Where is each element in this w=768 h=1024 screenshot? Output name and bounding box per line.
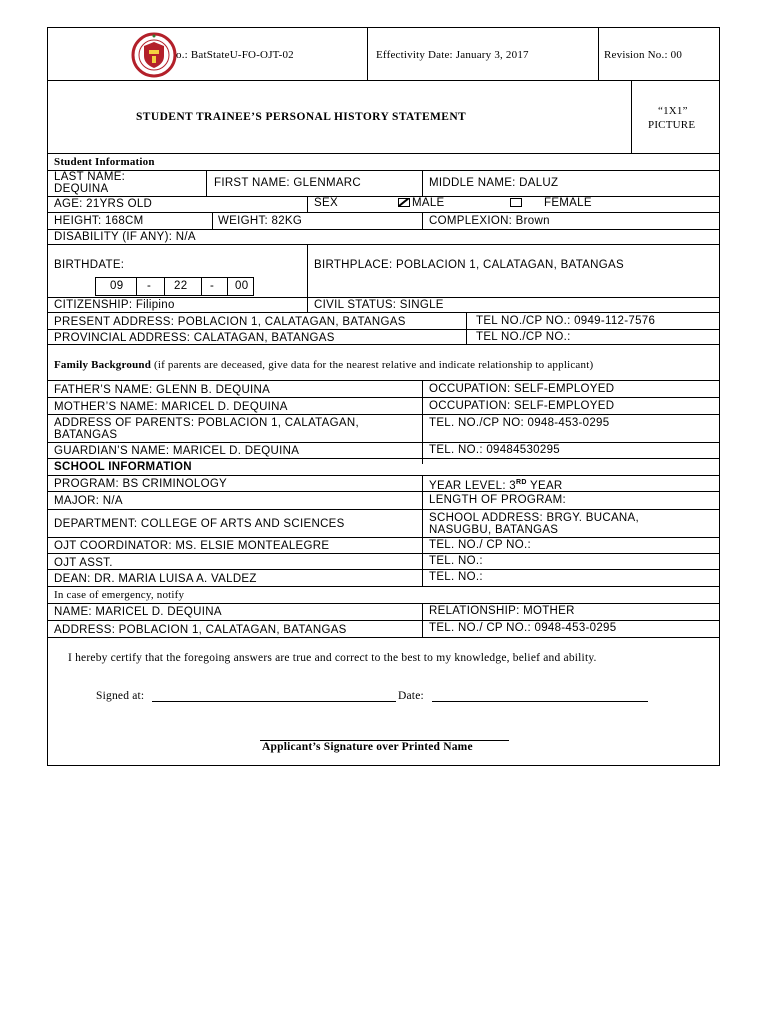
age: AGE: 21YRS OLD: [54, 198, 153, 210]
picture-divider: [631, 80, 632, 153]
family-heading-title: Family Background: [54, 359, 152, 371]
father-occupation: OCCUPATION: SELF-EMPLOYED: [429, 383, 615, 395]
row-line: [48, 312, 719, 313]
ojt-coordinator: OJT COORDINATOR: MS. ELSIE MONTEALEGRE: [54, 540, 330, 552]
school-address-2: NASUGBU, BATANGAS: [429, 524, 559, 536]
university-logo: [131, 32, 177, 78]
last-name-value: DEQUINA: [54, 183, 109, 195]
row-line: [48, 229, 719, 230]
row-line: [48, 397, 719, 398]
row-line: [48, 344, 719, 345]
provincial-address: PROVINCIAL ADDRESS: CALATAGAN, BATANGAS: [54, 332, 335, 344]
col-divider: [307, 196, 308, 212]
certification-statement: I hereby certify that the foregoing answers are true and correct to the best to my knowledge, belief and ability.: [68, 652, 597, 664]
row-line: [48, 442, 719, 443]
row-line: [48, 603, 719, 604]
signed-at-label: Signed at:: [96, 690, 145, 702]
family-heading: [54, 359, 593, 371]
birthplace: BIRTHPLACE: POBLACION 1, CALATAGAN, BATANGAS: [314, 259, 624, 271]
col-divider: [422, 170, 423, 196]
male-checkbox[interactable]: [398, 198, 410, 207]
date-field[interactable]: [432, 701, 648, 702]
birth-dash: -: [147, 280, 152, 292]
tel-present: TEL NO./CP NO.: 0949-112-7576: [476, 315, 656, 327]
disability: DISABILITY (IF ANY): N/A: [54, 231, 196, 243]
picture-label-2: PICTURE: [648, 119, 696, 131]
revision-number: Revision No.: 00: [604, 49, 683, 61]
program: PROGRAM: BS CRIMINOLOGY: [54, 478, 228, 490]
male-label: MALE: [412, 197, 445, 209]
row-line: [48, 212, 719, 213]
personal-history-form: [47, 27, 720, 766]
col-divider: [307, 297, 308, 312]
parents-address-2: BATANGAS: [54, 429, 118, 441]
header-col-divider: [367, 28, 368, 80]
row-line: [48, 509, 719, 510]
row-line: [48, 244, 719, 245]
tel-provincial: TEL NO./CP NO.:: [476, 331, 571, 343]
row-line: [48, 569, 719, 570]
row-line: [48, 553, 719, 554]
birth-year: 00: [235, 280, 249, 292]
birth-day: 22: [174, 280, 188, 292]
row-line: [48, 170, 719, 171]
female-label: FEMALE: [544, 197, 592, 209]
row-line: [48, 620, 719, 621]
emergency-relationship: RELATIONSHIP: MOTHER: [429, 605, 575, 617]
father-name: FATHER’S NAME: GLENN B. DEQUINA: [54, 384, 271, 396]
header-col-divider: [598, 28, 599, 80]
form-number: o.: BatStateU-FO-OJT-02: [176, 49, 294, 61]
year-level: YEAR LEVEL: 3RD YEAR: [429, 479, 563, 492]
row-line: [48, 196, 719, 197]
ojt-coordinator-tel: TEL. NO./ CP NO.:: [429, 539, 532, 551]
dean-tel: TEL. NO.:: [429, 571, 483, 583]
complexion: COMPLEXION: Brown: [429, 215, 550, 227]
emergency-name: NAME: MARICEL D. DEQUINA: [54, 606, 222, 618]
page-title: STUDENT TRAINEE’S PERSONAL HISTORY STATEMENT: [136, 111, 467, 123]
major: MAJOR: N/A: [54, 495, 123, 507]
weight: WEIGHT: 82KG: [218, 215, 303, 227]
birth-dash: -: [210, 280, 215, 292]
signature-label: Applicant’s Signature over Printed Name: [262, 741, 473, 753]
col-divider: [212, 212, 213, 229]
ojt-assistant-tel: TEL. NO.:: [429, 555, 483, 567]
height: HEIGHT: 168CM: [54, 215, 144, 227]
picture-label-1: “1X1”: [658, 105, 688, 117]
row-line: [48, 153, 719, 154]
birthdate-label: BIRTHDATE:: [54, 259, 125, 271]
row-line: [48, 297, 719, 298]
col-divider: [466, 312, 467, 344]
effectivity-date: Effectivity Date: January 3, 2017: [376, 49, 529, 61]
row-line: [48, 380, 719, 381]
citizenship: CITIZENSHIP: Filipino: [54, 299, 175, 311]
col-divider: [422, 212, 423, 229]
emergency-heading: In case of emergency, notify: [54, 589, 185, 601]
row-line: [48, 637, 719, 638]
date-label: Date:: [398, 690, 424, 702]
emergency-tel: TEL. NO./ CP NO.: 0948-453-0295: [429, 622, 617, 634]
student-info-heading: Student Information: [54, 156, 155, 168]
parents-tel: TEL. NO./CP NO: 0948-453-0295: [429, 417, 610, 429]
dean: DEAN: DR. MARIA LUISA A. VALDEZ: [54, 573, 257, 585]
sex-label: SEX: [314, 197, 338, 209]
row-line: [48, 491, 719, 492]
school-info-heading: SCHOOL INFORMATION: [54, 461, 192, 473]
civil-status: CIVIL STATUS: SINGLE: [314, 299, 444, 311]
signed-at-field[interactable]: [152, 701, 396, 702]
row-line: [48, 537, 719, 538]
row-line: [48, 458, 719, 459]
ojt-assistant: OJT ASST.: [54, 557, 113, 569]
mother-name: MOTHER’S NAME: MARICEL D. DEQUINA: [54, 401, 288, 413]
middle-name: MIDDLE NAME: DALUZ: [429, 177, 559, 189]
emergency-address: ADDRESS: POBLACION 1, CALATAGAN, BATANGAS: [54, 624, 347, 636]
col-divider: [206, 170, 207, 196]
birthdate-boxes: [95, 277, 254, 296]
length-of-program: LENGTH OF PROGRAM:: [429, 494, 567, 506]
family-heading-note: (if parents are deceased, give data for the nearest relative and indicate relationship to applicant): [151, 359, 594, 371]
last-name-label: LAST NAME:: [54, 171, 126, 183]
row-line: [48, 475, 719, 476]
guardian-name: GUARDIAN’S NAME: MARICEL D. DEQUINA: [54, 445, 300, 457]
female-checkbox[interactable]: [510, 198, 522, 207]
col-divider: [422, 380, 423, 464]
header-divider: [48, 80, 719, 81]
col-divider: [307, 244, 308, 297]
checkmark-icon: [398, 198, 410, 207]
parents-address-1: ADDRESS OF PARENTS: POBLACION 1, CALATAGAN,: [54, 417, 359, 429]
row-line: [48, 414, 719, 415]
department: DEPARTMENT: COLLEGE OF ARTS AND SCIENCES: [54, 518, 345, 530]
first-name: FIRST NAME: GLENMARC: [214, 177, 361, 189]
present-address: PRESENT ADDRESS: POBLACION 1, CALATAGAN, BATANGAS: [54, 316, 406, 328]
mother-occupation: OCCUPATION: SELF-EMPLOYED: [429, 400, 615, 412]
row-line: [48, 329, 719, 330]
school-address-1: SCHOOL ADDRESS: BRGY. BUCANA,: [429, 512, 640, 524]
guardian-tel: TEL. NO.: 09484530295: [429, 444, 560, 456]
birth-month: 09: [110, 280, 124, 292]
row-line: [48, 586, 719, 587]
